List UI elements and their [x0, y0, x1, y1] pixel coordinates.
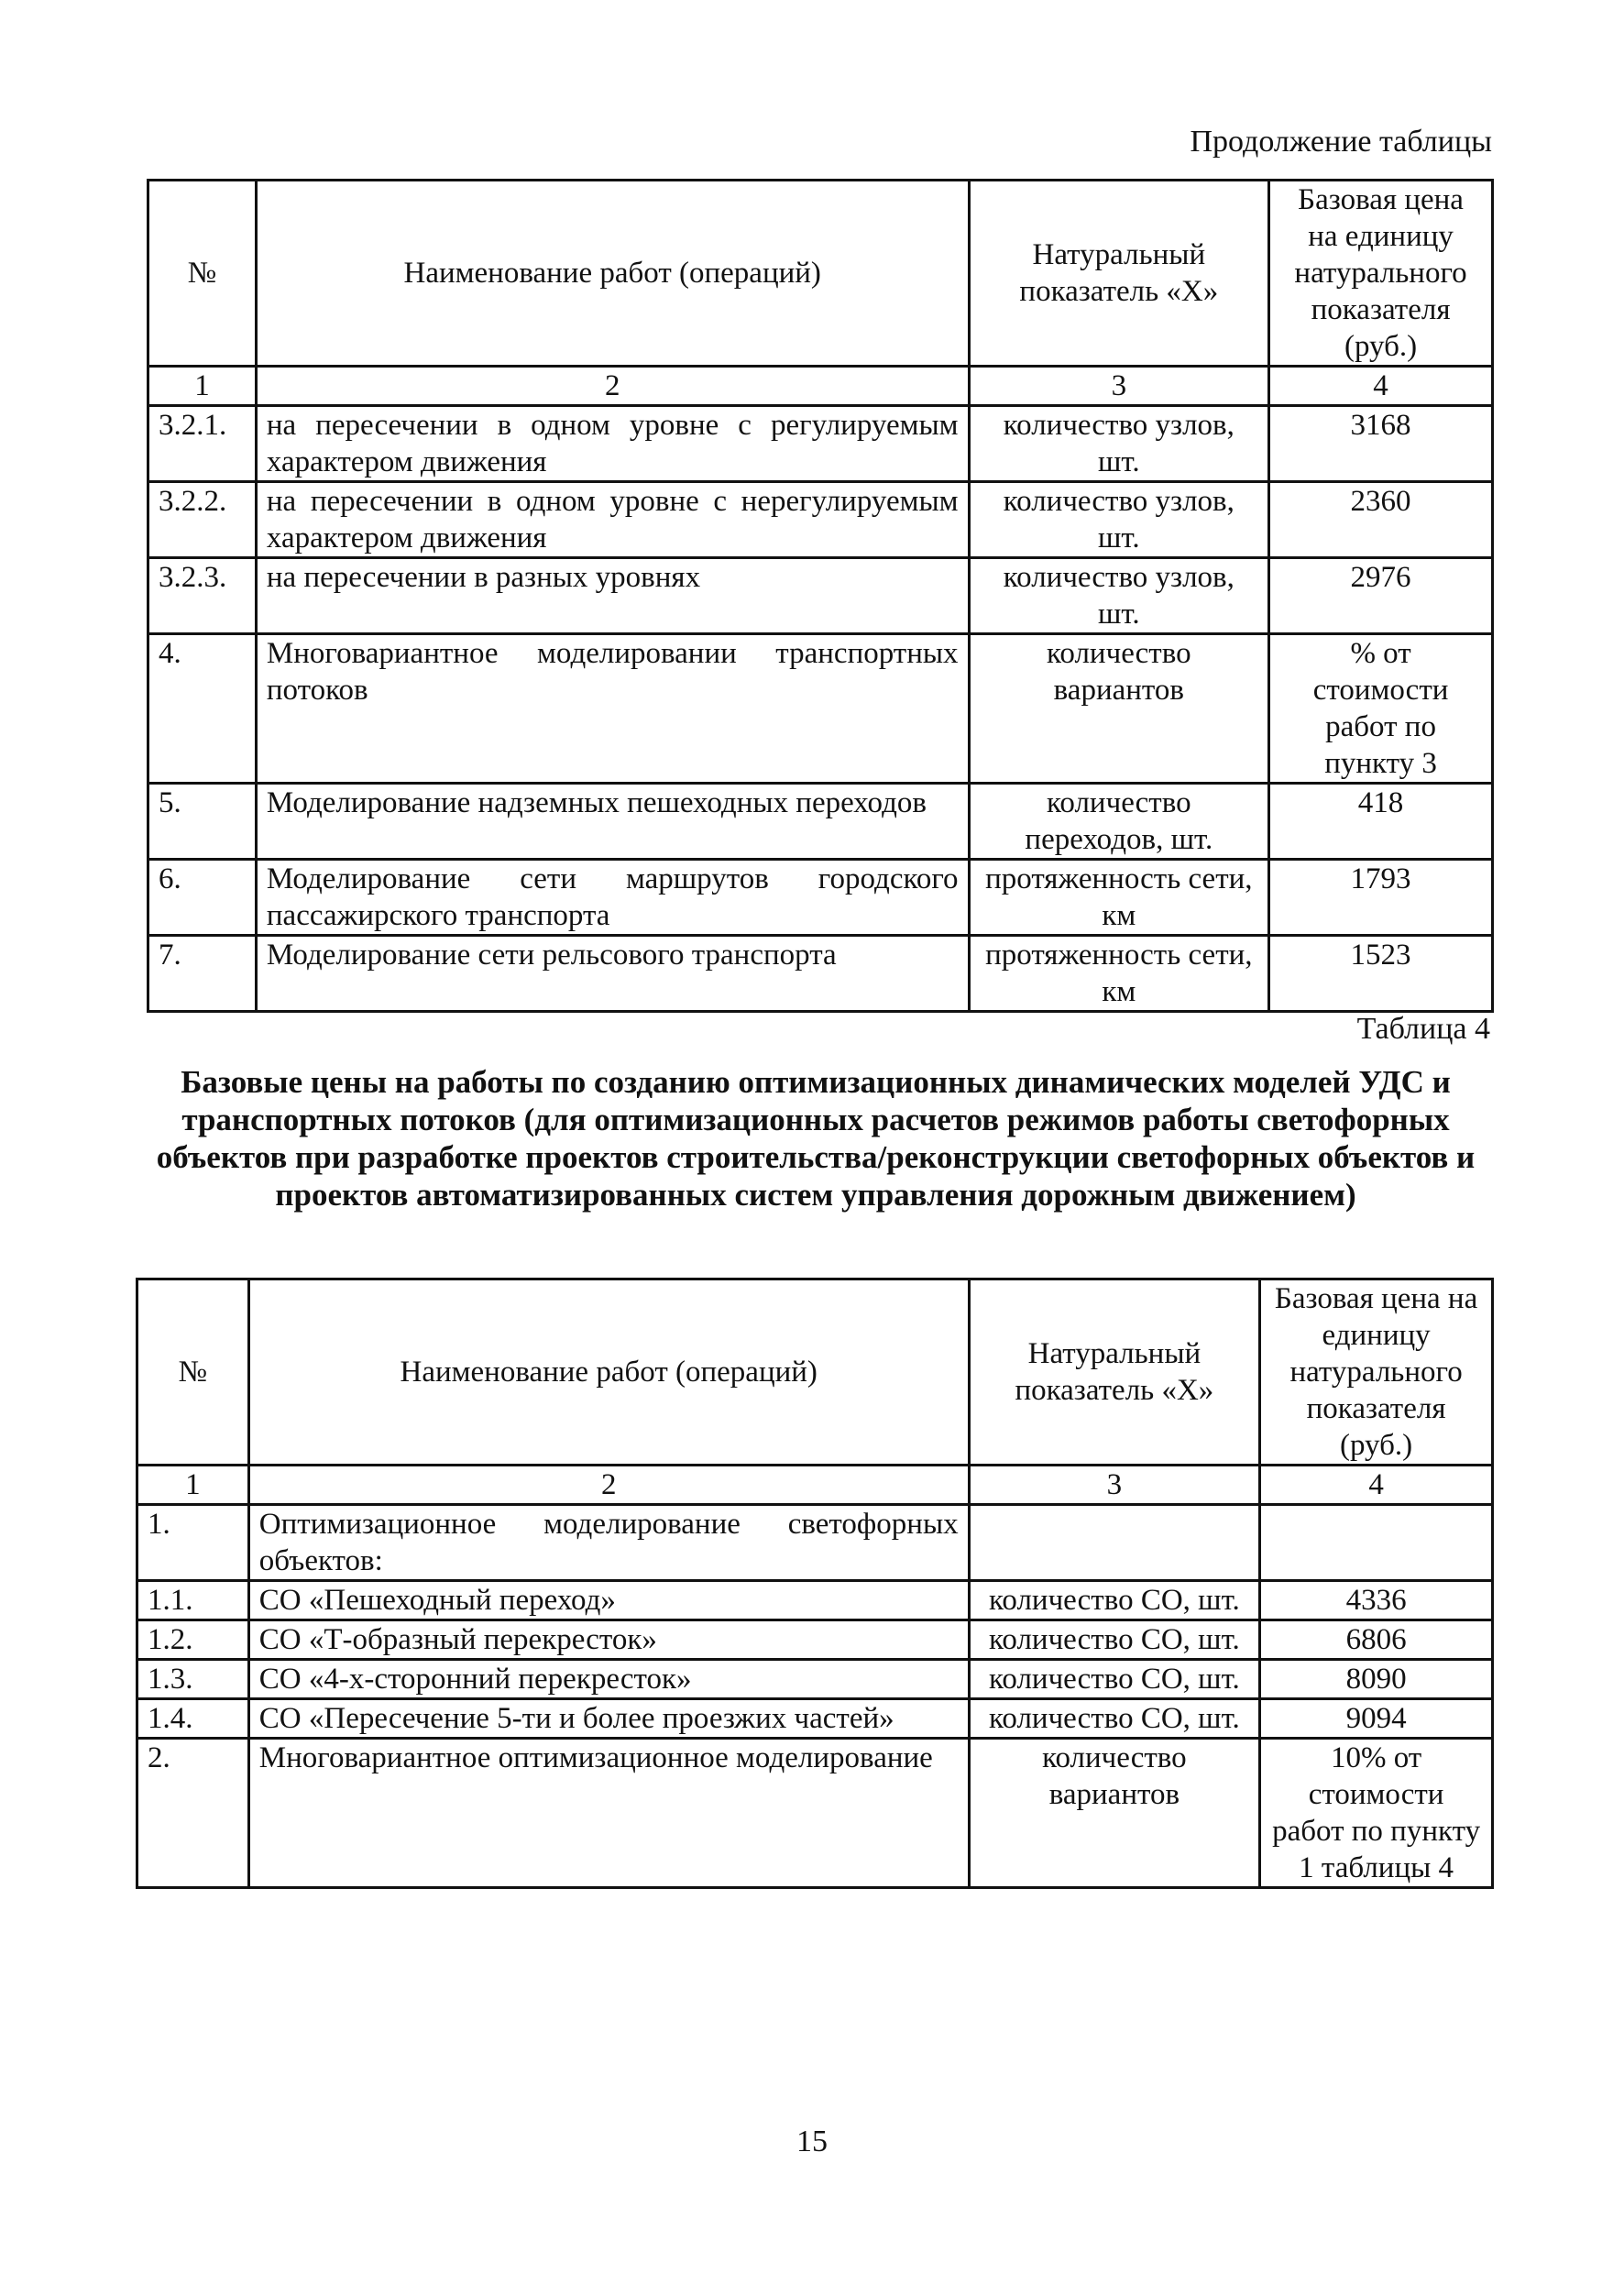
table-row [137, 1660, 1493, 1699]
row-number: 4. [148, 634, 257, 784]
row-indicator: количество вариантов [969, 1739, 1260, 1888]
table-header-row [137, 1279, 1493, 1466]
table-row [137, 1739, 1493, 1888]
row-name: Многовариантное моделировании транспортных потоков [256, 634, 969, 784]
table-row [148, 406, 1493, 482]
page-number: 15 [796, 2125, 828, 2158]
row-name: Моделирование сети рельсового транспорта [256, 936, 969, 1012]
row-number: 1.4. [137, 1699, 249, 1739]
row-number: 1.3. [137, 1660, 249, 1699]
row-price: 2976 [1269, 558, 1493, 634]
column-number: 4 [1269, 367, 1493, 406]
row-name: Оптимизационное моделирование светофорных объектов: [248, 1505, 969, 1581]
row-price: 1793 [1269, 860, 1493, 936]
table-row [148, 634, 1493, 784]
row-price: 1523 [1269, 936, 1493, 1012]
row-indicator: количество СО, шт. [969, 1620, 1260, 1660]
header-price: Базовая цена на единицу натурального показателя (руб.) [1269, 181, 1493, 367]
row-price: 3168 [1269, 406, 1493, 482]
row-number: 3.2.1. [148, 406, 257, 482]
row-name: Моделирование надземных пешеходных переходов [256, 784, 969, 860]
row-price: 9094 [1260, 1699, 1493, 1739]
column-number-row [148, 367, 1493, 406]
table-row [148, 558, 1493, 634]
row-name: Моделирование сети маршрутов городского пассажирского транспорта [256, 860, 969, 936]
row-name: СО «Пересечение 5-ти и более проезжих частей» [248, 1699, 969, 1739]
table-row [137, 1581, 1493, 1620]
row-price: 418 [1269, 784, 1493, 860]
row-number: 3.2.3. [148, 558, 257, 634]
row-name: на пересечении в одном уровне с нерегулируемым характером движения [256, 482, 969, 558]
row-name: на пересечении в одном уровне с регулируемым характером движения [256, 406, 969, 482]
continuation-label: Продолжение таблицы [1190, 125, 1492, 159]
table-row [148, 860, 1493, 936]
row-indicator [969, 1505, 1260, 1581]
table-row [148, 784, 1493, 860]
row-indicator: количество СО, шт. [969, 1699, 1260, 1739]
row-indicator: количество СО, шт. [969, 1581, 1260, 1620]
row-indicator: протяженность сети, км [969, 860, 1269, 936]
table-4 [136, 1278, 1494, 1889]
row-number: 7. [148, 936, 257, 1012]
row-indicator: количество переходов, шт. [969, 784, 1269, 860]
row-indicator: количество СО, шт. [969, 1660, 1260, 1699]
row-number: 6. [148, 860, 257, 936]
header-name: Наименование работ (операций) [248, 1279, 969, 1466]
header-price: Базовая цена на единицу натурального показателя (руб.) [1260, 1279, 1493, 1466]
header-indicator: Натуральный показатель «Х» [969, 181, 1269, 367]
row-price: % от стоимости работ по пункту 3 [1269, 634, 1493, 784]
row-indicator: протяженность сети, км [969, 936, 1269, 1012]
row-number: 5. [148, 784, 257, 860]
table-header-row [148, 181, 1493, 367]
row-name: СО «Т-образный перекресток» [248, 1620, 969, 1660]
table-row [137, 1620, 1493, 1660]
column-number-row [137, 1466, 1493, 1505]
row-price: 4336 [1260, 1581, 1493, 1620]
column-number: 2 [256, 367, 969, 406]
row-price: 6806 [1260, 1620, 1493, 1660]
row-price [1260, 1505, 1493, 1581]
header-name: Наименование работ (операций) [256, 181, 969, 367]
row-indicator: количество вариантов [969, 634, 1269, 784]
row-number: 1.2. [137, 1620, 249, 1660]
table-row [148, 482, 1493, 558]
table-title: Базовые цены на работы по созданию оптимизационных динамических моделей УДС и транспортных потоков (для оптимизационных расчетов режимов работы светофорных объектов при разработке проектов строительства/реконструкции светофорных объектов и проектов автоматизированных систем управления дорожным движением) [156, 1064, 1476, 1213]
column-number: 2 [248, 1466, 969, 1505]
table-continued [147, 179, 1494, 1013]
column-number: 1 [137, 1466, 249, 1505]
column-number: 3 [969, 367, 1269, 406]
row-indicator: количество узлов, шт. [969, 482, 1269, 558]
row-indicator: количество узлов, шт. [969, 406, 1269, 482]
row-price: 10% от стоимости работ по пункту 1 таблицы 4 [1260, 1739, 1493, 1888]
table-row [137, 1505, 1493, 1581]
row-name: Многовариантное оптимизационное моделирование [248, 1739, 969, 1888]
row-number: 2. [137, 1739, 249, 1888]
row-name: СО «4-х-сторонний перекресток» [248, 1660, 969, 1699]
header-number: № [137, 1279, 249, 1466]
row-price: 2360 [1269, 482, 1493, 558]
table-row [148, 936, 1493, 1012]
row-price: 8090 [1260, 1660, 1493, 1699]
row-name: на пересечении в разных уровнях [256, 558, 969, 634]
row-number: 1.1. [137, 1581, 249, 1620]
row-number: 1. [137, 1505, 249, 1581]
table-label: Таблица 4 [1356, 1012, 1490, 1046]
column-number: 4 [1260, 1466, 1493, 1505]
column-number: 3 [969, 1466, 1260, 1505]
row-name: СО «Пешеходный переход» [248, 1581, 969, 1620]
header-number: № [148, 181, 257, 367]
row-indicator: количество узлов, шт. [969, 558, 1269, 634]
header-indicator: Натуральный показатель «Х» [969, 1279, 1260, 1466]
column-number: 1 [148, 367, 257, 406]
table-row [137, 1699, 1493, 1739]
row-number: 3.2.2. [148, 482, 257, 558]
